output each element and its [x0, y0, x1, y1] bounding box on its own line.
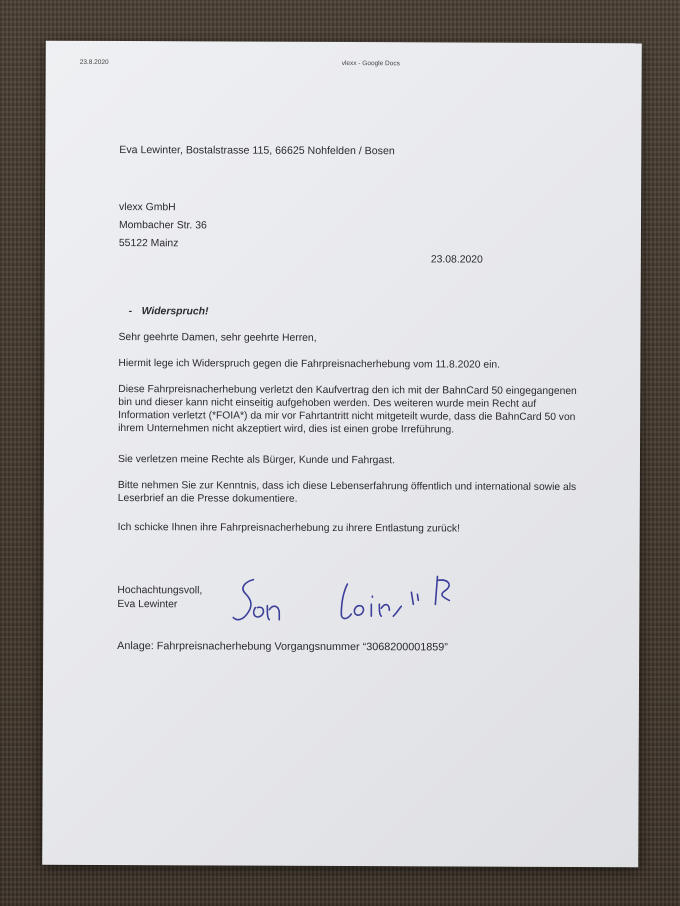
- paragraph-line: Bitte nehmen Sie zur Kenntnis, dass ich diese Lebenserfahrung öffentlich und international sowie als: [117, 480, 577, 494]
- closing-line: Hochachtungsvoll,: [117, 585, 203, 597]
- paragraph-5: [118, 521, 460, 535]
- paragraph-line: ihrem Unternehmen nicht akzeptiert wird, dies ist einen grobe Irreführung.: [118, 423, 455, 436]
- signature-stroke: [341, 584, 351, 619]
- print-title: vlexx - Google Docs: [341, 59, 400, 68]
- paragraph-4: [118, 479, 576, 507]
- subject: Widerspruch!: [141, 306, 209, 318]
- paragraph-line: Information verletzt (*FOIA*) da mir vor Fahrtantritt nicht mitgeteilt wurde, dass die BahnCard 50 von: [118, 410, 576, 424]
- paragraph-3: [118, 453, 395, 467]
- recipient-line-2: Mombacher Str. 36: [118, 220, 207, 232]
- paragraph-line: Ich schicke Ihnen ihre Fahrpreisnacherhebung zu ihrere Entlastung zurück!: [117, 522, 460, 535]
- subject-bullet: -: [128, 306, 133, 318]
- paragraph-line: Hiermit lege ich Widerspruch gegen die Fahrpreisnacherhebung vom 11.8.2020 ein.: [118, 358, 501, 371]
- signature-stroke: [354, 606, 363, 616]
- print-date: 23.8.2020: [79, 58, 109, 66]
- sender-address: Eva Lewinter, Bostalstrasse 115, 66625 Nohfelden / Bosen: [119, 144, 395, 158]
- letter-page: [42, 41, 642, 868]
- signature-stroke: [379, 604, 389, 616]
- paragraph-line: Leserbrief an die Presse dokumentiere.: [117, 493, 298, 505]
- letter-date: 23.08.2020: [430, 254, 483, 266]
- paragraph-2: [118, 383, 577, 437]
- recipient-line-1: vlexx GmbH: [119, 202, 176, 214]
- signature-stroke: [393, 606, 401, 616]
- signature-stroke: [233, 580, 253, 620]
- enclosure-note: Anlage: Fahrpreisnacherhebung Vorgangsnummer “3068200001859”: [117, 640, 448, 654]
- signature-stroke: [371, 596, 372, 616]
- salutation: Sehr geehrte Damen, sehr geehrte Herren,: [118, 332, 317, 344]
- signature-stroke: [267, 606, 279, 620]
- signature-image: [231, 570, 471, 641]
- paragraph-line: Diese Fahrpreisnacherhebung verletzt den Kaufvertrag den ich mit der BahnCard 50 eingegangenen: [118, 384, 577, 398]
- paragraph-1: [118, 357, 500, 372]
- closing-name: Eva Lewinter: [117, 599, 178, 611]
- signature-stroke: [435, 576, 449, 604]
- paragraph-line: Sie verletzen meine Rechte als Bürger, Kunde und Fahrgast.: [117, 454, 396, 467]
- signature-stroke: [411, 592, 418, 604]
- signature-stroke: [254, 607, 264, 617]
- paragraph-line: bin und dieser kann nicht einseitig aufgehoben werden. Des weiteren wurde mein Recht auf: [118, 397, 537, 410]
- recipient-line-3: 55122 Mainz: [118, 238, 179, 250]
